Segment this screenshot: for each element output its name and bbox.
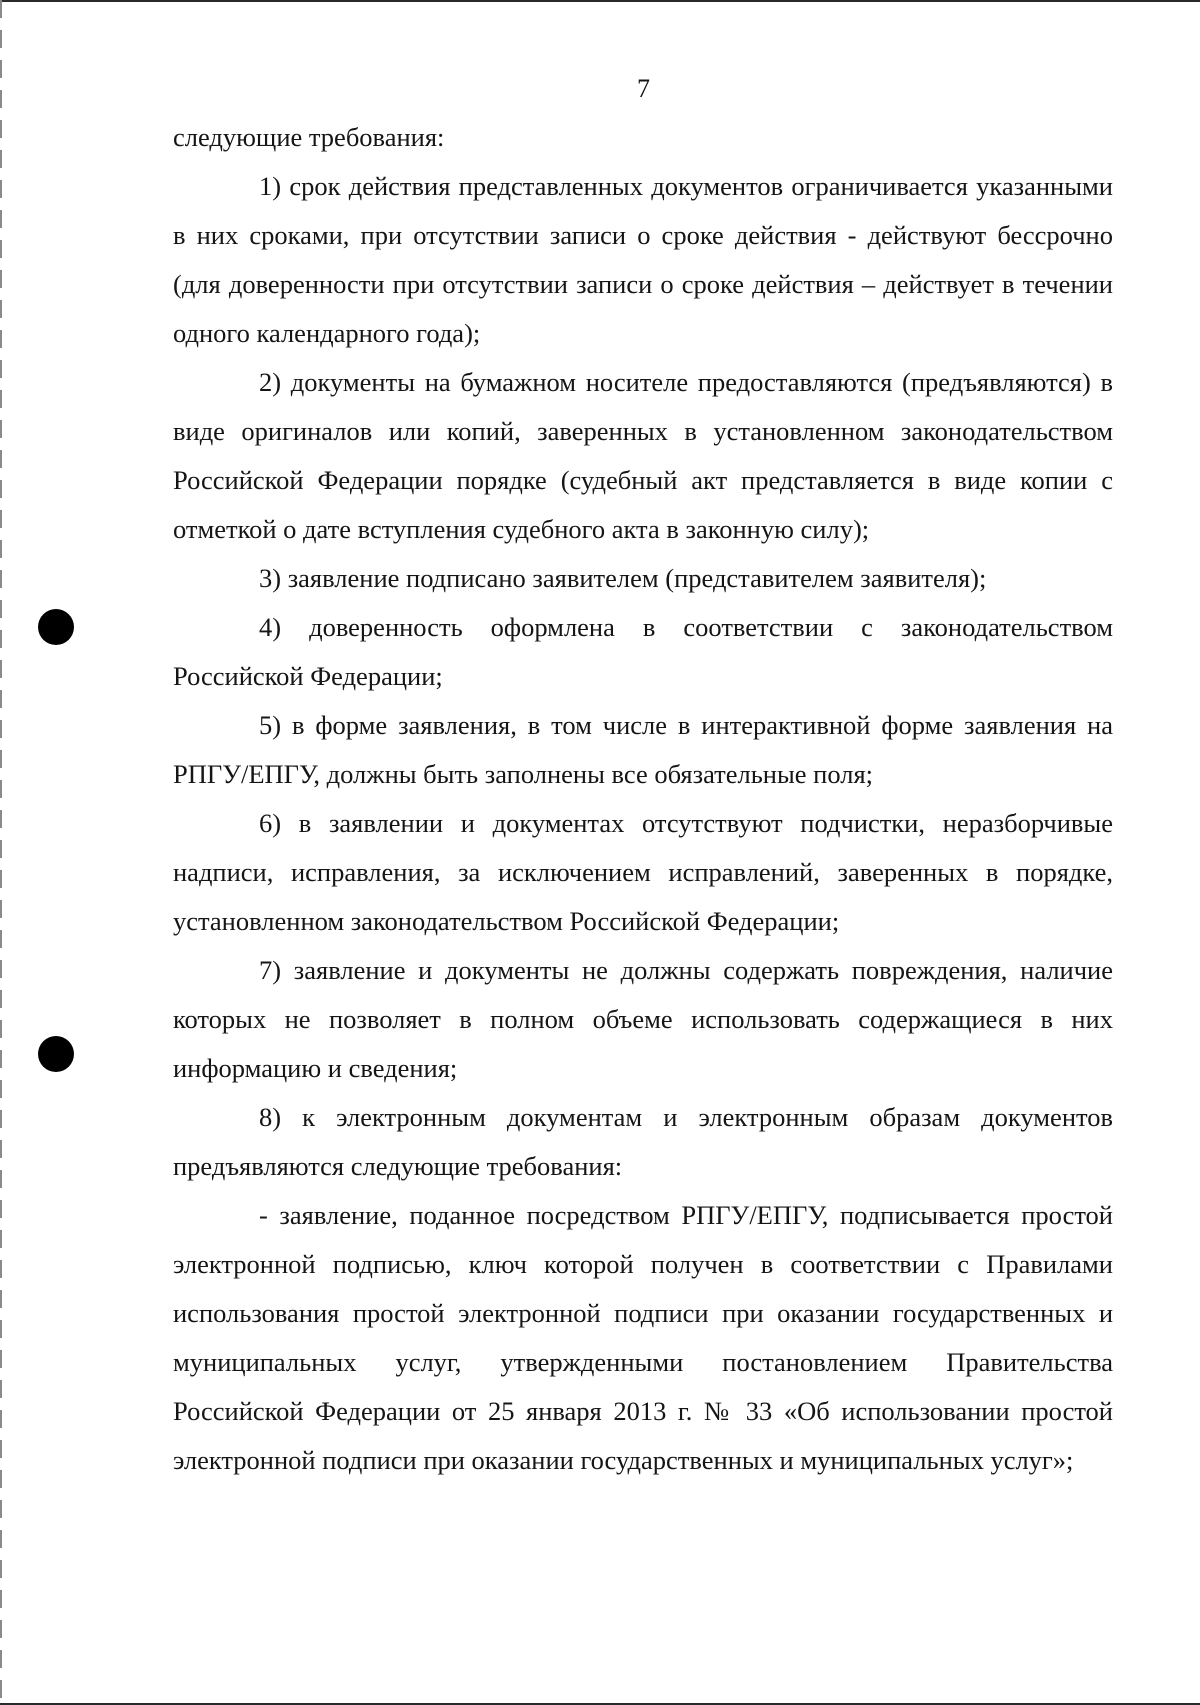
paragraph-item-4: 4) доверенность оформлена в соответствии с законодательством Российской Федерации;	[173, 612, 1113, 691]
page-number: 7	[637, 74, 650, 103]
paragraph-item-7: 7) заявление и документы не должны содержать повреждения, наличие которых не позволяет в полном объеме использовать содержащиеся в них информацию и сведения;	[173, 955, 1113, 1083]
paragraph-item-6: 6) в заявлении и документах отсутствуют подчистки, неразборчивые надписи, исправления, за исключением исправлений, заверенных в порядке, установленном законодательством Российской Федерации;	[173, 808, 1113, 936]
punch-hole-upper	[38, 609, 74, 645]
paragraph-item-2: 2) документы на бумажном носителе предоставляются (предъявляются) в виде оригиналов или копий, заверенных в установленном законодательством Российской Федерации порядке (судебный акт представляется в виде копии с отметкой о дате вступления судебного акта в законную силу);	[173, 367, 1113, 544]
paragraph-intro: следующие требования:	[173, 122, 445, 152]
scan-edge-top	[0, 0, 1200, 2]
paragraph-item-8: 8) к электронным документам и электронным образам документов предъявляются следующие требования:	[173, 1102, 1113, 1181]
punch-hole-lower	[38, 1036, 74, 1072]
paragraph-item-1: 1) срок действия представленных документов ограничивается указанными в них сроками, при отсутствии записи о сроке действия - действуют бессрочно (для доверенности при отсутствии записи о сроке действия – действует в течении одного календарного года);	[173, 171, 1113, 348]
paragraph-item-3: 3) заявление подписано заявителем (представителем заявителя);	[259, 563, 987, 593]
paragraph-item-5: 5) в форме заявления, в том числе в интерактивной форме заявления на РПГУ/ЕПГУ, должны быть заполнены все обязательные поля;	[173, 710, 1113, 789]
scan-edge-left	[0, 0, 2, 1705]
document-body	[173, 113, 1113, 1485]
paragraph-subitem-dash: - заявление, поданное посредством РПГУ/ЕПГУ, подписывается простой электронной подписью, ключ которой получен в соответствии с Правилами использования простой электронной подписи при оказании государственных и муниципальных услуг, утвержденными постановлением Правительства Российской Федерации от 25 января 2013 г. № 33 «Об использовании простой электронной подписи при оказании государственных и муниципальных услуг»;	[173, 1200, 1113, 1475]
